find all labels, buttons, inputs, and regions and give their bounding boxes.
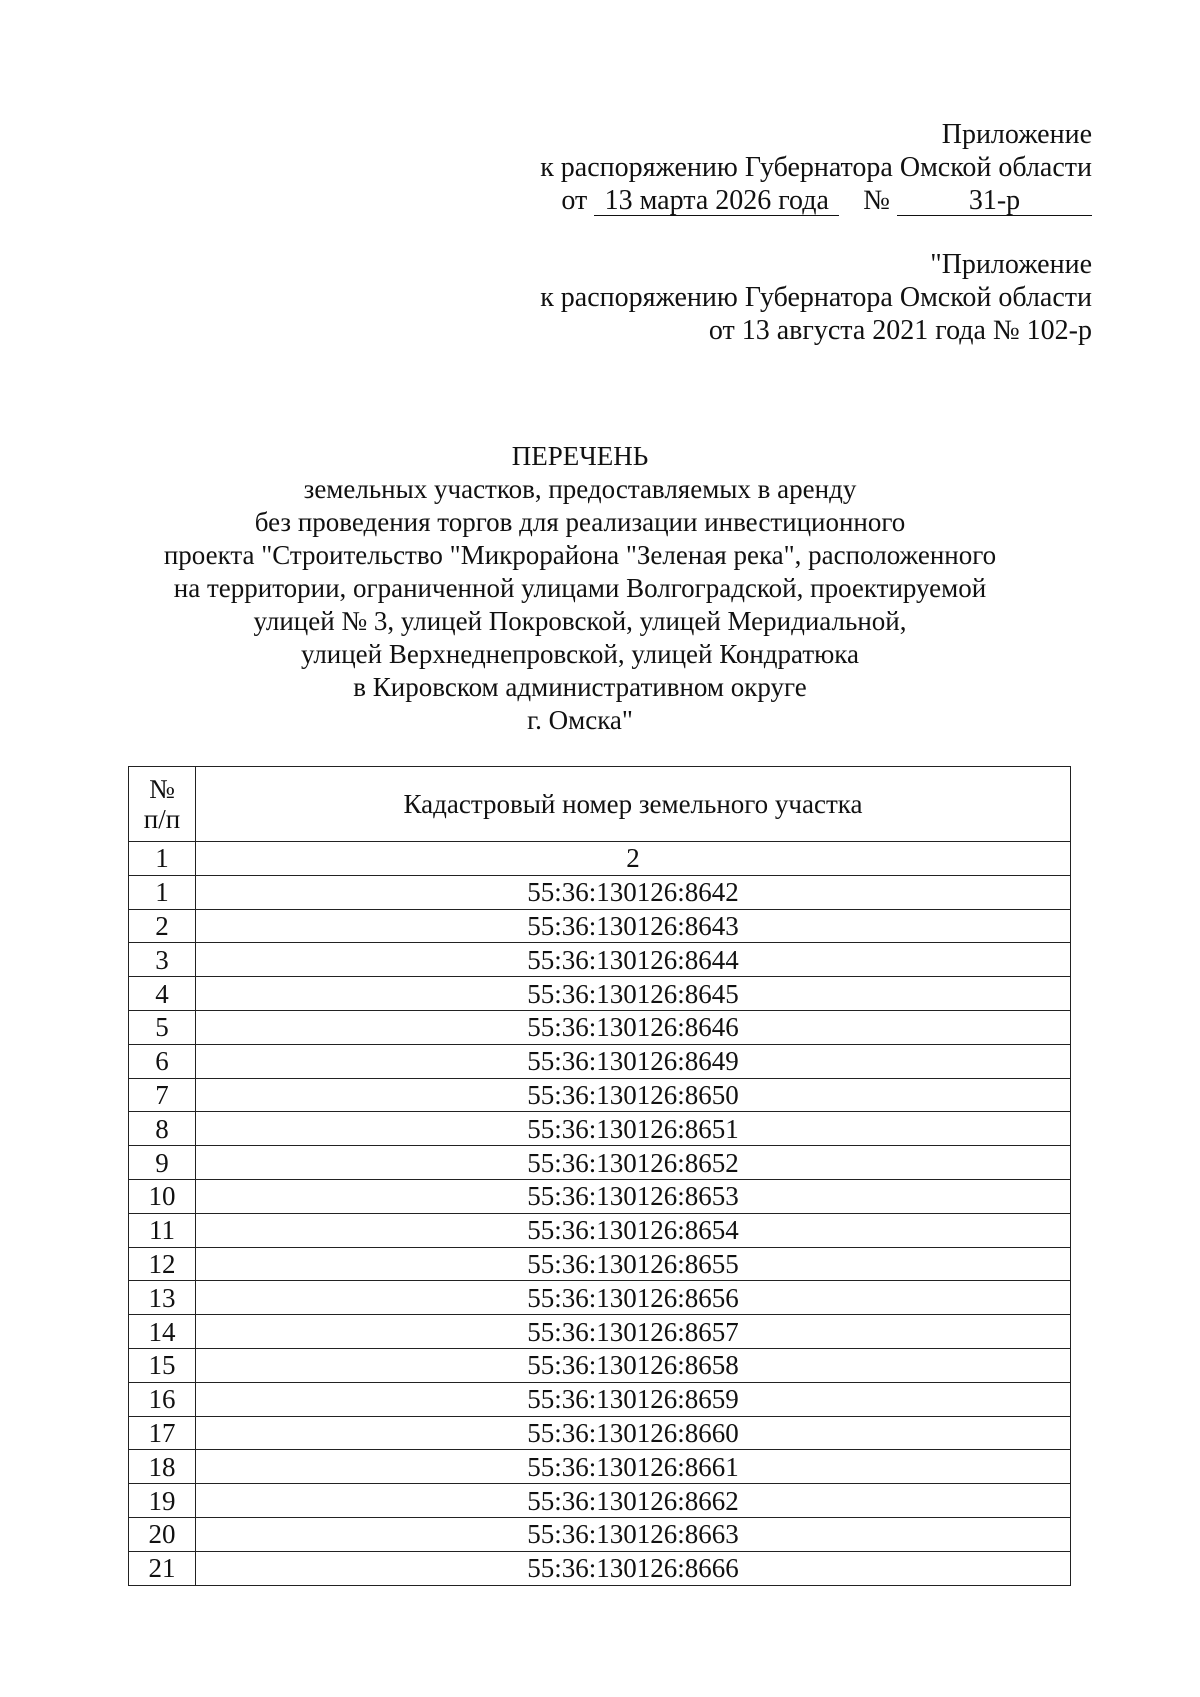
row-number: 4	[129, 977, 196, 1011]
order-number: 31-р	[897, 187, 1092, 216]
header-cadastral-cell: Кадастровый номер земельного участка	[196, 767, 1071, 842]
heading-line: улицей Верхнеднепровской, улицей Кондратюка	[301, 639, 859, 669]
row-number: 17	[129, 1416, 196, 1450]
appendix-order-ref: к распоряжению Губернатора Омской области	[540, 152, 1092, 183]
heading-title: ПЕРЕЧЕНЬ	[511, 441, 649, 471]
heading-line: улицей № 3, улицей Покровской, улицей Меридиальной,	[253, 606, 907, 636]
table-row	[129, 1551, 1071, 1585]
row-number: 12	[129, 1247, 196, 1281]
row-number: 21	[129, 1551, 196, 1585]
appendix-title: Приложение	[941, 119, 1092, 150]
cadastral-number: 55:36:130126:8649	[196, 1044, 1071, 1078]
table-row	[129, 977, 1071, 1011]
table-row	[129, 1247, 1071, 1281]
row-number: 5	[129, 1010, 196, 1044]
row-number: 3	[129, 943, 196, 977]
cadastral-number: 55:36:130126:8656	[196, 1281, 1071, 1315]
row-number: 20	[129, 1517, 196, 1551]
appendix-header-new	[540, 118, 1092, 217]
row-number: 14	[129, 1315, 196, 1349]
table-row	[129, 1484, 1071, 1518]
table-row	[129, 875, 1071, 909]
cadastral-number: 55:36:130126:8653	[196, 1179, 1071, 1213]
column-index-num: 1	[129, 842, 196, 876]
column-index-cadastral: 2	[196, 842, 1071, 876]
document-heading	[130, 440, 1030, 737]
row-number: 1	[129, 875, 196, 909]
number-prefix: №	[863, 185, 890, 216]
row-number: 7	[129, 1078, 196, 1112]
cadastral-number: 55:36:130126:8660	[196, 1416, 1071, 1450]
appendix-header-old	[540, 248, 1092, 347]
header-num-sign: №	[149, 774, 175, 804]
table-row	[129, 1315, 1071, 1349]
table-row	[129, 1281, 1071, 1315]
row-number: 18	[129, 1450, 196, 1484]
cadastral-number: 55:36:130126:8651	[196, 1112, 1071, 1146]
heading-line: земельных участков, предоставляемых в аренду	[303, 474, 857, 504]
table-row	[129, 1146, 1071, 1180]
table-row	[129, 1416, 1071, 1450]
cadastral-number: 55:36:130126:8646	[196, 1010, 1071, 1044]
row-number: 11	[129, 1213, 196, 1247]
cadastral-number: 55:36:130126:8662	[196, 1484, 1071, 1518]
row-number: 2	[129, 909, 196, 943]
heading-line: г. Омска"	[527, 705, 633, 735]
cadastral-number: 55:36:130126:8655	[196, 1247, 1071, 1281]
cadastral-number: 55:36:130126:8642	[196, 875, 1071, 909]
row-number: 15	[129, 1348, 196, 1382]
row-number: 9	[129, 1146, 196, 1180]
order-date: 13 марта 2026 года	[594, 187, 839, 216]
heading-line: проекта "Строительство "Микрорайона "Зеленая река", расположенного	[163, 540, 997, 570]
row-number: 8	[129, 1112, 196, 1146]
cadastral-number: 55:36:130126:8644	[196, 943, 1071, 977]
column-index-row	[129, 842, 1071, 876]
cadastral-number: 55:36:130126:8652	[196, 1146, 1071, 1180]
cadastral-number: 55:36:130126:8666	[196, 1551, 1071, 1585]
table-row	[129, 1010, 1071, 1044]
table-row	[129, 1348, 1071, 1382]
date-prefix: от	[561, 185, 588, 216]
table-header-row	[129, 767, 1071, 842]
table-row	[129, 1450, 1071, 1484]
table-row	[129, 1044, 1071, 1078]
cadastral-number: 55:36:130126:8661	[196, 1450, 1071, 1484]
appendix-date-line	[540, 184, 1092, 217]
row-number: 10	[129, 1179, 196, 1213]
table-row	[129, 909, 1071, 943]
cadastral-number: 55:36:130126:8643	[196, 909, 1071, 943]
cadastral-table	[128, 766, 1071, 1586]
row-number: 19	[129, 1484, 196, 1518]
appendix-old-title: "Приложение	[930, 249, 1092, 280]
appendix-old-order-ref: к распоряжению Губернатора Омской области	[540, 282, 1092, 313]
table-row	[129, 943, 1071, 977]
table-row	[129, 1213, 1071, 1247]
heading-line: без проведения торгов для реализации инвестиционного	[254, 507, 906, 537]
table-row	[129, 1112, 1071, 1146]
header-num-abbrev: п/п	[143, 804, 181, 834]
cadastral-number: 55:36:130126:8650	[196, 1078, 1071, 1112]
row-number: 6	[129, 1044, 196, 1078]
cadastral-number: 55:36:130126:8645	[196, 977, 1071, 1011]
cadastral-number: 55:36:130126:8658	[196, 1348, 1071, 1382]
table-row	[129, 1179, 1071, 1213]
row-number: 13	[129, 1281, 196, 1315]
cadastral-number: 55:36:130126:8654	[196, 1213, 1071, 1247]
table-row	[129, 1517, 1071, 1551]
table-row	[129, 1382, 1071, 1416]
heading-line: в Кировском административном округе	[353, 672, 807, 702]
header-num-cell	[129, 767, 196, 842]
cadastral-number: 55:36:130126:8663	[196, 1517, 1071, 1551]
heading-line: на территории, ограниченной улицами Волгоградской, проектируемой	[173, 573, 987, 603]
cadastral-number: 55:36:130126:8659	[196, 1382, 1071, 1416]
cadastral-number: 55:36:130126:8657	[196, 1315, 1071, 1349]
table-row	[129, 1078, 1071, 1112]
row-number: 16	[129, 1382, 196, 1416]
appendix-old-date-line: от 13 августа 2021 года № 102-р	[708, 315, 1092, 346]
